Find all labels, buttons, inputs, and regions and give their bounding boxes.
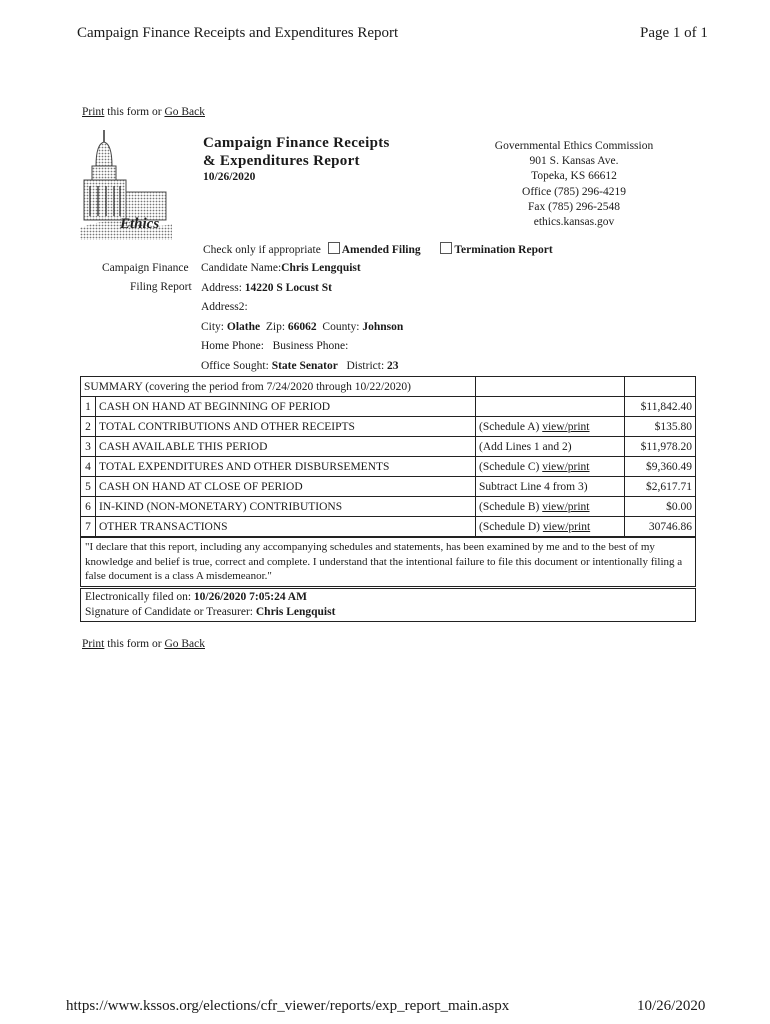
candidate-row [201,259,403,279]
summary-row [81,517,696,537]
filed-label: Electronically filed on: [85,591,192,603]
summary-row [81,457,696,477]
address-value: 14220 S Locust St [244,281,332,294]
page-header-title: Campaign Finance Receipts and Expenditures Report [77,25,399,41]
row-label: TOTAL CONTRIBUTIONS AND OTHER RECEIPTS [96,417,476,437]
county-value: Johnson [362,320,404,333]
row-schedule [476,497,625,517]
footer-url: https://www.kssos.org/elections/cfr_viewer/reports/exp_report_main.aspx [66,998,510,1014]
summary-heading-row [81,377,696,397]
declaration-text: "I declare that this report, including any accompanying schedules and statements, has been examined by me and to the best of my knowledge and belief is true, correct and complete. I understand that the intentional failure to file this document or intentionally filing a false document is a class A misdemeanor." [80,537,696,587]
row-amount: $9,360.49 [625,457,696,477]
commission-fax: Fax (785) 296-2548 [528,200,620,213]
summary-heading: SUMMARY (covering the period from 7/24/2020 through 10/22/2020) [81,377,476,397]
row-label: CASH ON HAND AT BEGINNING OF PERIOD [96,397,476,417]
schedule-text: Subtract Line 4 from 3) [479,480,588,493]
go-back-link-bottom[interactable]: Go Back [164,638,205,650]
address2-label: Address2: [201,301,248,313]
row-schedule [476,417,625,437]
summary-row [81,397,696,417]
schedule-text: (Schedule B) [479,500,543,513]
nav-text: this form or [104,106,165,118]
row-amount: $0.00 [625,497,696,517]
candidate-name: Chris Lengquist [281,262,361,274]
bottom-nav [82,638,205,650]
row-number: 7 [81,517,96,537]
print-link-bottom[interactable]: Print [82,638,105,650]
summary-row [81,417,696,437]
logo-text: Ethics [120,216,160,232]
side-label-campaign-finance: Campaign Finance [102,262,189,274]
go-back-link[interactable]: Go Back [164,106,205,118]
check-label: Check only if appropriate [203,244,321,256]
row-label: CASH AVAILABLE THIS PERIOD [96,437,476,457]
city-value: Olathe [226,320,261,333]
row-label: TOTAL EXPENDITURES AND OTHER DISBURSEMENTS [96,457,476,477]
row-schedule [476,397,625,417]
business-phone-label: Business Phone: [272,340,349,352]
footer-date: 10/26/2020 [637,998,706,1014]
address-label: Address: [201,281,242,294]
zip-value: 66062 [287,320,317,333]
signature-value: Chris Lengquist [255,606,336,618]
row-number: 3 [81,437,96,457]
amended-filing-label: Amended Filing [341,244,421,256]
schedule-text: (Add Lines 1 and 2) [479,440,572,453]
district-label: District: [346,359,385,372]
capitol-logo [80,128,172,240]
report-title-line1: Campaign Finance Receipts [203,135,390,151]
candidate-label: Candidate Name: [201,262,282,274]
row-label: CASH ON HAND AT CLOSE OF PERIOD [96,477,476,497]
row-number: 1 [81,397,96,417]
signature-row [85,605,691,620]
termination-report-checkbox[interactable] [440,242,452,254]
row-amount: $11,842.40 [625,397,696,417]
view-print-link[interactable]: view/print [542,460,590,473]
view-print-link[interactable]: view/print [542,420,590,433]
row-label: OTHER TRANSACTIONS [96,517,476,537]
summary-heading-blank [476,377,625,397]
print-link[interactable]: Print [82,106,105,118]
summary-row [81,477,696,497]
zip-label: Zip: [265,320,286,333]
schedule-text: (Schedule C) [479,460,543,473]
row-amount: $135.80 [625,417,696,437]
filed-value: 10/26/2020 7:05:24 AM [193,591,307,603]
row-schedule [476,477,625,497]
report-title-line2: & Expenditures Report [203,153,360,169]
side-label-filing-report: Filing Report [130,281,192,293]
nav-text-bottom: this form or [104,638,165,650]
row-amount: $11,978.20 [625,437,696,457]
row-schedule [476,517,625,537]
commission-city: Topeka, KS 66612 [531,170,617,183]
view-print-link[interactable]: view/print [542,520,591,533]
summary-row [81,497,696,517]
row-number: 2 [81,417,96,437]
filed-row [85,590,691,605]
commission-street: 901 S. Kansas Ave. [529,155,619,168]
commission-name: Governmental Ethics Commission [494,140,654,152]
row-schedule [476,437,625,457]
office-value: State Senator [271,359,338,372]
schedule-text: (Schedule D) [479,520,543,533]
page-number: Page 1 of 1 [640,25,708,41]
address2-row [201,298,403,318]
report-date: 10/26/2020 [203,171,256,183]
signature-box [80,588,696,622]
signature-label: Signature of Candidate or Treasurer: [85,606,253,618]
county-label: County: [322,320,360,333]
commission-website: ethics.kansas.gov [533,216,615,229]
office-label: Office Sought: [201,359,269,372]
address-row [201,279,403,299]
amended-filing-checkbox[interactable] [328,242,340,254]
phone-row [201,337,403,357]
commission-address [464,139,684,230]
view-print-link[interactable]: view/print [542,500,590,513]
row-number: 6 [81,497,96,517]
summary-row [81,437,696,457]
top-nav [82,106,205,118]
district-value: 23 [387,359,399,372]
summary-table [80,376,696,537]
schedule-text: (Schedule A) [479,420,543,433]
row-schedule [476,457,625,477]
office-row [201,357,403,377]
summary-heading-blank-amt [625,377,696,397]
candidate-info [201,259,403,376]
row-amount: $2,617.71 [625,477,696,497]
filing-type-row [203,242,553,256]
row-label: IN-KIND (NON-MONETARY) CONTRIBUTIONS [96,497,476,517]
home-phone-label: Home Phone: [201,340,264,352]
city-label: City: [201,320,225,333]
commission-office-phone: Office (785) 296-4219 [522,185,626,198]
row-amount: 30746.86 [625,517,696,537]
row-number: 4 [81,457,96,477]
city-row [201,318,403,338]
termination-report-label: Termination Report [454,244,553,256]
row-number: 5 [81,477,96,497]
